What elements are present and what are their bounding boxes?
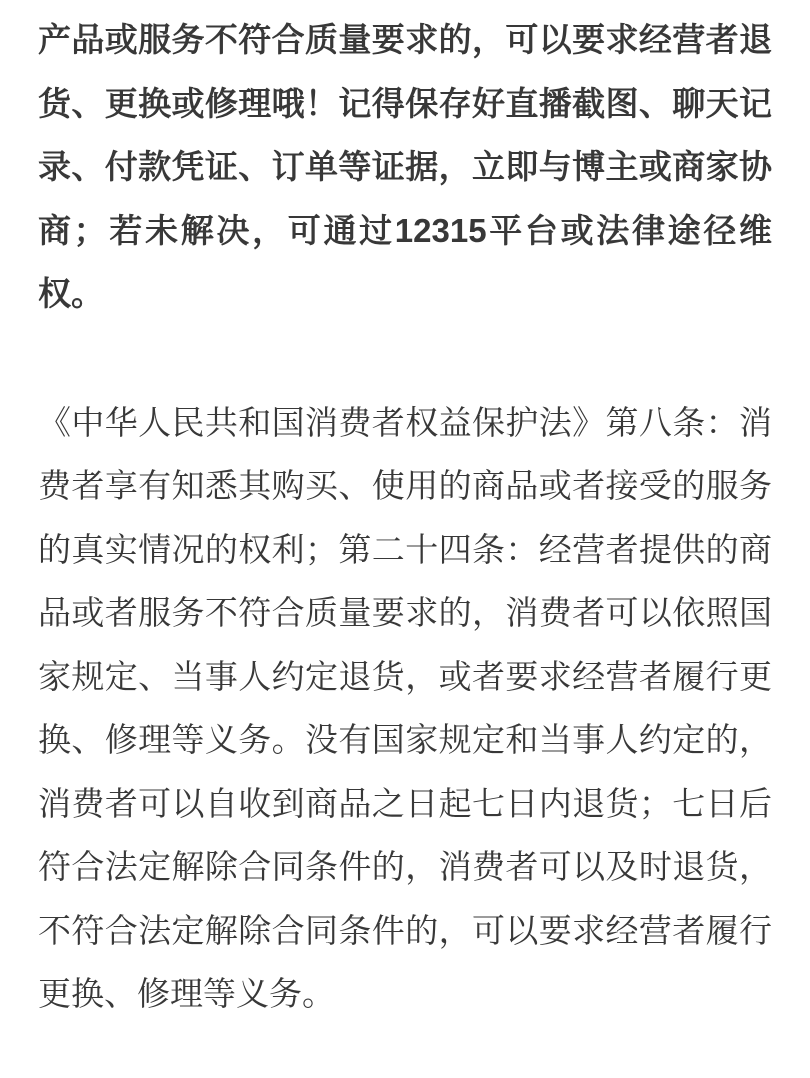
- text-line: 消费者可以自收到商品之日起七日内退货；七日后: [38, 784, 772, 822]
- paragraph-consumer-advice: [38, 8, 772, 326]
- text-line: 货、更换或修理哦！记得保存好直播截图、聊天记: [38, 84, 772, 122]
- text-line: 权。: [38, 275, 104, 312]
- text-line: 更换、修理等义务。: [38, 975, 335, 1012]
- text-line: 换、修理等义务。没有国家规定和当事人约定的，: [38, 721, 772, 758]
- text-line: 品或者服务不符合质量要求的，消费者可以依照国: [38, 594, 772, 631]
- text-line: 产品或服务不符合质量要求的，可以要求经营者退: [38, 21, 772, 58]
- text-line: 家规定、当事人约定退货，或者要求经营者履行更: [38, 657, 772, 695]
- text-line: 商；若未解决，可通过12315平台或法律途径维: [38, 211, 772, 249]
- text-line: 《中华人民共和国消费者权益保护法》第八条：消: [38, 403, 772, 441]
- text-line: 不符合法定解除合同条件的，可以要求经营者履行: [38, 911, 772, 949]
- paragraph-law-citation: [38, 391, 772, 1026]
- text-line: 的真实情况的权利；第二十四条：经营者提供的商: [38, 530, 772, 568]
- text-line: 费者享有知悉其购买、使用的商品或者接受的服务: [38, 467, 772, 504]
- text-line: 符合法定解除合同条件的，消费者可以及时退货，: [38, 848, 772, 885]
- text-line: 录、付款凭证、订单等证据，立即与博主或商家协: [38, 148, 772, 185]
